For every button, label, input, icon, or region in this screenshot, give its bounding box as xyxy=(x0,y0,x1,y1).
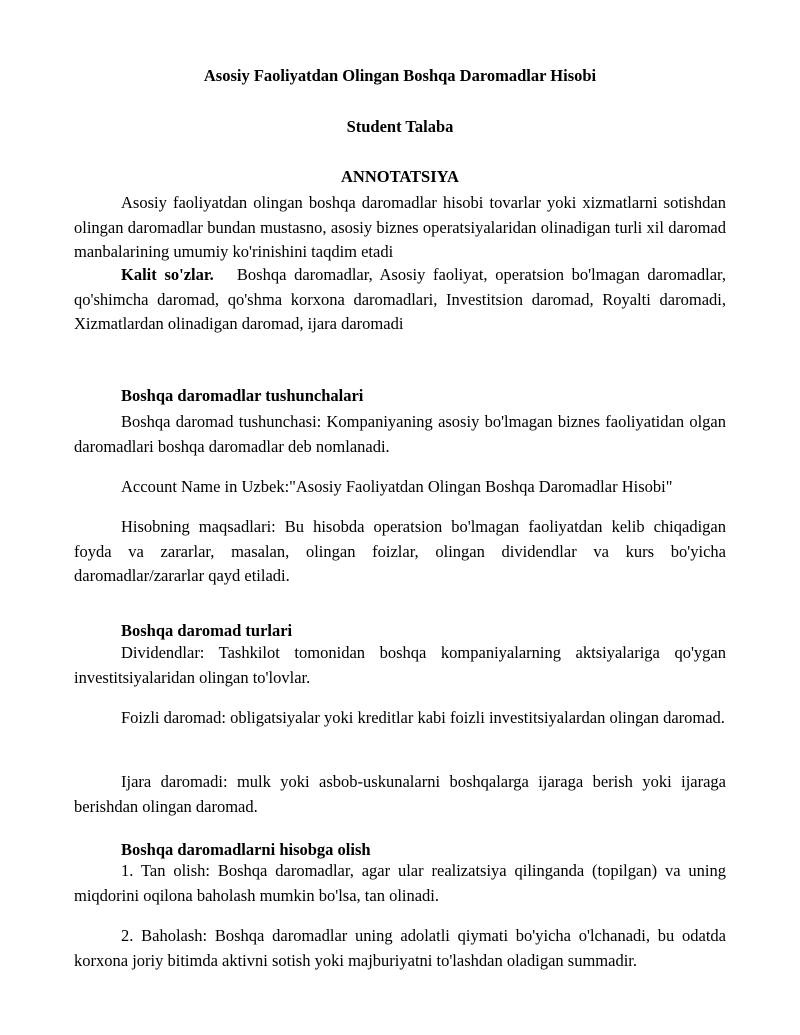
section-heading: Boshqa daromadlar tushunchalari xyxy=(121,386,364,405)
paragraph: Foizli daromad: obligatsiyalar yoki kreditlar kabi foizli investitsiyalardan olingan daromad. xyxy=(121,708,725,727)
paragraph: Dividendlar: Tashkilot tomonidan boshqa kompaniyalarning aktsiyalariga qo'ygan investitsiyalaridan olingan to'lovlar. xyxy=(74,643,726,687)
section-heading: Boshqa daromad turlari xyxy=(121,621,293,640)
paragraph: 2. Baholash: Boshqa daromadlar uning adolatli qiymati bo'yicha o'lchanadi, bu odatda korxona joriy bitimda aktivni sotish yoki majburiyatni to'lashdan oladigan summadir. xyxy=(74,926,726,970)
paragraph: Ijara daromadi: mulk yoki asbob-uskunalarni boshqalarga ijaraga berish yoki ijaraga berishdan olingan daromad. xyxy=(74,772,726,816)
paragraph: Hisobning maqsadlari: Bu hisobda operatsion bo'lmagan faoliyatdan kelib chiqadigan foyda va zararlar, masalan, olingan foizlar, olingan dividendlar va kurs bo'yicha daromadlar/zararlar qayd etiladi. xyxy=(74,517,726,585)
paragraph: Account Name in Uzbek:"Asosiy Faoliyatdan Olingan Boshqa Daromadlar Hisobi" xyxy=(121,477,673,496)
author-name: Student Talaba xyxy=(346,117,454,136)
keywords-paragraph xyxy=(74,263,726,337)
abstract-heading: ANNOTATSIYA xyxy=(341,167,459,186)
paragraph: 1. Tan olish: Boshqa daromadlar, agar ular realizatsiya qilinganda (topilgan) va uning miqdorini oqilona baholash mumkin bo'lsa, tan olinadi. xyxy=(74,861,726,905)
paragraph: Boshqa daromad tushunchasi: Kompaniyaning asosiy bo'lmagan biznes faoliyatidan olgan daromadlari boshqa daromadlar deb nomlanadi. xyxy=(74,412,726,456)
abstract-paragraph: Asosiy faoliyatdan olingan boshqa daromadlar hisobi tovarlar yoki xizmatlarni sotishdan olingan daromadlar bundan mustasno, asosiy biznes operatsiyalaridan olinadigan turli xil daromad manbalarining umumiy ko'rinishini taqdim etadi xyxy=(74,193,726,261)
document-title: Asosiy Faoliyatdan Olingan Boshqa Daromadlar Hisobi xyxy=(203,66,597,85)
section-heading: Boshqa daromadlarni hisobga olish xyxy=(121,840,371,859)
keywords-text: Boshqa daromadlar, Asosiy faoliyat, operatsion bo'lmagan daromadlar, qo'shimcha daromad, qo'shma korxona daromadlari, Investitsion daromad, Royalti daromadi, Xizmatlardan olinadigan daromad, ijara daromadi xyxy=(74,265,727,333)
keywords-label: Kalit so'zlar. xyxy=(121,265,214,284)
